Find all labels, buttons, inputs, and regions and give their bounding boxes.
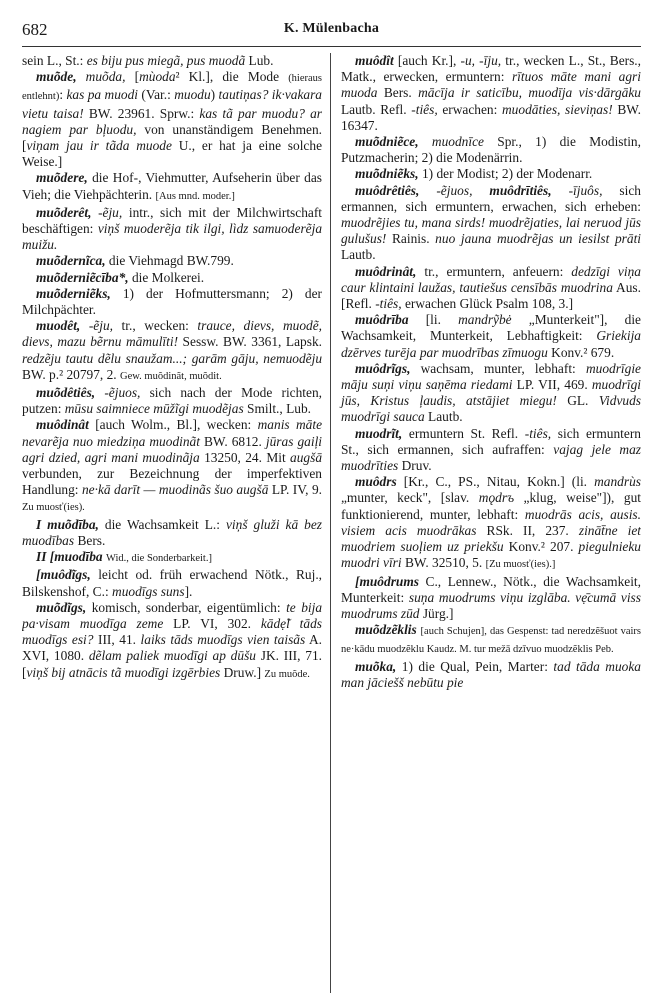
entry-text: (hieraus entlehnt)	[22, 73, 323, 103]
entry-text: [Aus mnd. moder.]	[155, 190, 235, 202]
entry-text: Gew. muõdinãt, muõdit.	[120, 370, 222, 382]
entry-text: Zu muõde.	[264, 668, 310, 680]
entry-text: rītuos māte mani agri muoda	[340, 69, 641, 101]
entry-text: C., Lennew., Nötk., die Wachsamkeit, Munterkeit:	[340, 573, 641, 605]
entry-text: LP. IV, 9.	[268, 482, 322, 498]
entry-text: muodrīgi jūs, Kristus ļaudis, atstājiet miegu!	[340, 377, 641, 409]
entry-text: Aus. [Refl.	[340, 279, 641, 312]
entry-text	[419, 134, 432, 149]
entry-text: 1) der Hofmuttersmann; 2) der Milchpächter.	[22, 285, 323, 318]
entry-text	[77, 69, 86, 84]
entry-text: dedzīgi viņa caur klintaini laužas, tautiešus censībās muodrina	[340, 263, 641, 295]
entry-text: LP. VI, 302.	[163, 615, 261, 631]
dictionary-entry	[341, 361, 641, 426]
entry-text: viņš muoderẽja tik ilgi, lìdz samuoderẽja muižu.	[22, 221, 323, 253]
entry-headword: muôdrs	[354, 474, 397, 490]
entry-text: JK. III, 71. [	[22, 648, 323, 680]
entry-text: nuo jauna muodrẽjas un iesilst prāti	[435, 231, 641, 247]
entry-text: muodāties, sieviņas!	[502, 101, 613, 117]
entry-text: BW. 16347.	[340, 101, 641, 133]
entry-text: wachsam, munter, lebhaft:	[410, 360, 586, 376]
entry-text: viņš gluži kā bez muodības	[22, 516, 322, 548]
entry-text: [Zu muosť(ies).]	[485, 559, 556, 571]
entry-text: Smilt., Lub.	[243, 401, 312, 417]
entry-text: 1) der Modist; 2) der Modenarr.	[418, 166, 593, 182]
entry-text	[419, 183, 436, 198]
entry-text: Sessw. BW. 3361, Lapsk.	[178, 334, 322, 350]
entry-headword: muodrĩt,	[354, 425, 403, 441]
entry-text: mandrùs	[594, 474, 641, 490]
entry-text: Lub.	[245, 53, 274, 68]
dictionary-entry	[22, 53, 322, 69]
entry-text: Bers.	[74, 532, 106, 548]
page-header	[22, 18, 641, 42]
entry-text: [auch Schujen], das Gespenst: tad neredzẽšuot vairs ne·kādu muodzẽklu Kaudz. M. tur mežā dzīvuo muodzẽklis Peb.	[340, 626, 641, 656]
entry-text: manis māte nevarẽja nuo miedziņa muodinãt	[22, 417, 323, 449]
dictionary-entry	[22, 385, 322, 417]
entry-text: ermuntern St. Refl.	[402, 425, 525, 441]
entry-text: kas tã par muodu? ar nagiem par bļuodu,	[22, 105, 323, 137]
entry-text: Spr., 1) die Modistin, Putzmacherin; 2) die Modenärrin.	[340, 134, 641, 166]
entry-text: die Wachsamkeit L.:	[98, 516, 226, 532]
entry-text: „klug, weise"]), gut funktionierend, munter, lebhaft:	[340, 490, 641, 522]
entry-text: -ẽjuos,	[436, 182, 473, 198]
entry-text: -ẽju,	[98, 204, 123, 220]
entry-text: muodrās acis, ausis. visiem acis muodrākas	[340, 506, 641, 538]
dictionary-entry	[22, 286, 322, 318]
entry-text	[80, 318, 89, 333]
entry-text: muodīgs suns	[112, 583, 185, 599]
entry-text: die Viehmagd BW.799.	[105, 253, 234, 269]
entry-headword: muõderêt,	[36, 204, 92, 220]
entry-text: kas pa muodi	[66, 87, 139, 103]
entry-text: Lautb.	[340, 247, 376, 263]
entry-text: intr., sich mit der Milchwirtschaft beschäftigen:	[22, 204, 323, 237]
entry-text: tr., ermuntern, anfeuern:	[416, 263, 572, 279]
entry-headword: muõdernĩca,	[36, 253, 106, 269]
entry-text	[552, 183, 569, 198]
entry-headword: muôdrĩgs,	[354, 360, 411, 376]
entry-headword: muõdniẽce,	[354, 134, 419, 150]
dictionary-entry	[22, 417, 322, 516]
entry-text: Konv.² 207.	[503, 539, 579, 555]
dictionary-entry	[341, 166, 641, 182]
entry-text: -ẽjuos,	[104, 385, 141, 401]
entry-text: Druw.]	[220, 664, 265, 680]
entry-text: erwachen Glück Psalm 108, 3.]	[401, 296, 574, 312]
entry-text: Jürg.]	[419, 605, 454, 621]
dictionary-entry	[341, 134, 641, 166]
entry-text: redzẽju tautu dẽlu snaužam...; garām gāju, nemuodẽju	[22, 350, 323, 366]
entry-text: erwachen:	[437, 101, 503, 117]
entry-headword: muôdinât	[36, 417, 89, 433]
entry-text: -tiês,	[411, 101, 438, 117]
entry-text: „Munterkeit"], die Wachsamkeit, Munterkeit, Lebhaftigkeit:	[340, 312, 641, 344]
entry-text: :	[59, 87, 67, 103]
entry-text: Zu muosť(ies).	[22, 502, 85, 514]
entry-text: es biju pus miegã, pus muodã	[86, 53, 246, 68]
dictionary-entry	[22, 600, 322, 683]
page-number: 682	[22, 20, 48, 39]
entry-text: dẽlam paliek muodīgi ap dūšu	[88, 648, 256, 664]
entry-headword: I muõdība,	[36, 516, 99, 532]
entry-headword: muõde,	[36, 69, 77, 85]
entry-text: sich nach der Mode richten, putzen:	[22, 385, 323, 417]
running-title: K. Mülenbacha	[283, 21, 380, 36]
entry-text: 1) die Qual, Pein, Marter:	[396, 658, 554, 674]
entry-headword: muôdrība	[354, 312, 409, 328]
entry-text: muodrẽjaties, lai neruod jūs gulušus!	[340, 215, 641, 247]
entry-text: viņam jau ir tãda muode	[26, 138, 172, 154]
entry-text: BW. 32510, 5.	[401, 555, 486, 571]
right-column	[331, 53, 641, 993]
dictionary-entry	[22, 549, 322, 567]
entry-text: von unanständigem Benehmen. [	[22, 121, 323, 154]
entry-text: -tiês,	[375, 296, 402, 312]
dictionary-entry	[341, 264, 641, 313]
entry-text	[95, 385, 104, 400]
dictionary-entry	[341, 474, 641, 573]
entry-text: BW. p.² 20797, 2.	[22, 366, 121, 382]
entry-text: muodu	[174, 87, 211, 103]
entry-text: laiks tāds muodīgs vien taisãs	[140, 632, 306, 648]
entry-text: komisch, sonderbar, eigentümlich:	[86, 599, 287, 615]
entry-text: [auch Kr.],	[393, 53, 461, 68]
entry-text: )	[210, 87, 219, 103]
entry-text: ² Kl.], die Mode	[175, 69, 289, 85]
entry-text: sich ermannen, sich ermuntern, erwachen, sich erheben:	[340, 182, 641, 214]
entry-headword: muôdrinât,	[354, 263, 417, 279]
entry-text: Druv.	[398, 458, 432, 474]
dictionary-entry	[22, 318, 322, 385]
entry-text: Bers.	[377, 85, 419, 101]
entry-text: mūsu saimniece mūžĩgi muodẽjas	[64, 401, 244, 417]
entry-text: piegulnieku muodri vīri	[340, 539, 641, 571]
entry-headword: muõdere,	[36, 170, 88, 186]
entry-text: tad tāda muoka man jāciešš nebūtu pie	[340, 658, 641, 690]
entry-headword: muodêt,	[36, 318, 81, 334]
entry-headword: muôdrêtiês,	[354, 182, 420, 198]
entry-text: muodnīce	[431, 134, 484, 150]
entry-text: BW. 6812.	[199, 433, 266, 449]
entry-text: [Kr., C., PS., Nitau, Kokn.] (li.	[396, 474, 595, 490]
entry-text: verbunden, zur Bezeichnung der imperfektiven Handlung:	[22, 466, 323, 498]
dictionary-entry	[22, 517, 322, 549]
entry-text: -īјuôs,	[568, 182, 603, 198]
entry-headword: muôdrītiês,	[489, 182, 552, 198]
entry-text: zināt̄ne iet muodriem suoļiem uz priekšu	[340, 522, 641, 555]
entry-headword: [muôdĩgs,	[36, 567, 91, 583]
entry-text: tautiņas? ik·vakara vietu taisa!	[22, 87, 323, 121]
entry-text: Lautb. Refl.	[340, 101, 412, 117]
entry-text: die Hof-, Viehmutter, Aufseherin über das Vieh; die Viehpächterin.	[22, 170, 323, 202]
entry-headword: muõderniẽcība*,	[36, 269, 129, 285]
dictionary-entry	[22, 567, 322, 599]
entry-text: LP. VII, 469.	[512, 377, 592, 393]
text-columns	[22, 53, 641, 993]
entry-text: [	[125, 69, 140, 85]
entry-text: GL.	[556, 393, 599, 409]
entry-text: 13250, 24. Mit	[199, 449, 291, 465]
entry-text: RSk. II, 237.	[476, 522, 579, 538]
entry-headword: [muôdrums	[354, 573, 419, 589]
entry-headword: muõdêtiês,	[36, 385, 96, 401]
entry-text: ].	[184, 583, 193, 599]
entry-text: sich ermuntern St., sich ermannen, sich aufraffen:	[340, 425, 641, 457]
entry-text: [auch Wolm., Bl.], wecken:	[88, 417, 258, 433]
dictionary-entry	[22, 69, 322, 170]
entry-text: die Molkerei.	[128, 269, 205, 285]
entry-text: A. XVI, 1080.	[22, 632, 322, 664]
entry-text: Rainis.	[386, 231, 436, 247]
entry-text: U., er hat ja eine solche Weise.]	[22, 138, 323, 170]
entry-text: -ẽju,	[88, 318, 113, 334]
left-column	[22, 53, 330, 993]
entry-headword: muôdît	[354, 53, 394, 68]
entry-text: viņš bij atnācis tã muodīgi izgērbies	[26, 664, 221, 680]
entry-headword: muõdĩgs,	[36, 599, 87, 615]
dictionary-entry	[341, 53, 641, 134]
entry-text: BW. 23961. Sprw.:	[83, 105, 200, 121]
entry-text: (Var.:	[138, 87, 175, 103]
entry-text: trauce, dievs, muodẽ, dievs, mazu bẽrnu māmulīti!	[22, 318, 322, 350]
entry-text: Lautb.	[424, 409, 463, 425]
dictionary-entry	[341, 659, 641, 691]
dictionary-entry	[22, 170, 322, 204]
dictionary-entry	[341, 574, 641, 623]
dictionary-entry	[22, 270, 322, 286]
entry-text: Konv.² 679.	[547, 344, 615, 360]
entry-text: -u, -īju,	[460, 53, 502, 68]
dictionary-entry	[22, 253, 322, 269]
entry-text: muodrīgie māju suņi viņu saņēma riedami	[340, 360, 641, 393]
dictionary-entry	[341, 183, 641, 264]
entry-text: leicht od. früh erwachend Nötk., Ruj., Bilskenshof, C.:	[22, 567, 323, 599]
entry-text: muõda,	[85, 69, 126, 85]
entry-text: muodrẽjies tu, mana sirds!	[340, 215, 486, 231]
entry-text: III, 41.	[93, 632, 141, 648]
entry-text: sein L., St.:	[22, 53, 87, 68]
entry-text: augšā	[290, 449, 323, 465]
entry-text: ne·kā darīt — muodinãs šuo augšā	[81, 482, 269, 498]
header-rule	[22, 46, 641, 47]
dictionary-entry	[341, 426, 641, 475]
entry-text: mǫdrъ	[478, 490, 515, 506]
entry-text	[472, 183, 489, 198]
entry-text: mandrỹbė	[458, 312, 512, 328]
entry-text: tr., wecken:	[113, 318, 198, 334]
entry-text: suņa muodrums viņu izglāba. vẹ̄cumā viss muodrums zūd	[340, 589, 641, 621]
entry-text: mùoda	[139, 69, 176, 85]
entry-text: mācīja ir saticību, muodīja vis·dārgāku	[418, 85, 641, 101]
entry-text: te bija pa·visam muodīga zeme	[22, 599, 323, 631]
dictionary-entry	[341, 312, 641, 361]
entry-headword: muõderniẽks,	[36, 285, 111, 301]
entry-text: jūras gaiļi agri dzied, agri mani muodinãja	[22, 433, 323, 465]
entry-text: kādẹ̃l tāds muodīgs esi?	[22, 615, 323, 648]
dictionary-entry	[341, 622, 641, 658]
dictionary-entry	[22, 205, 322, 254]
entry-text: Wid., die Sonderbarkeit.]	[105, 553, 212, 565]
entry-headword: muõdzẽklis	[354, 622, 417, 638]
entry-text: tr., wecken L., St., Bers., Matk., erwecken, ermuntern:	[340, 53, 641, 85]
entry-text: vajag jele maz muodrīties	[340, 441, 641, 474]
entry-headword: muõdniẽks,	[354, 166, 419, 182]
entry-text: -tiês,	[524, 425, 552, 441]
entry-text: „munter, keck", [slav.	[340, 490, 479, 506]
entry-text: Griekija dzērves turēja par muodrības zīmuogu	[340, 328, 641, 360]
entry-text: [li.	[408, 312, 459, 328]
entry-headword: II [muodība	[36, 549, 103, 565]
entry-text: Vidvuds muodrīgi sauca	[340, 393, 641, 425]
entry-headword: muõka,	[354, 658, 397, 674]
